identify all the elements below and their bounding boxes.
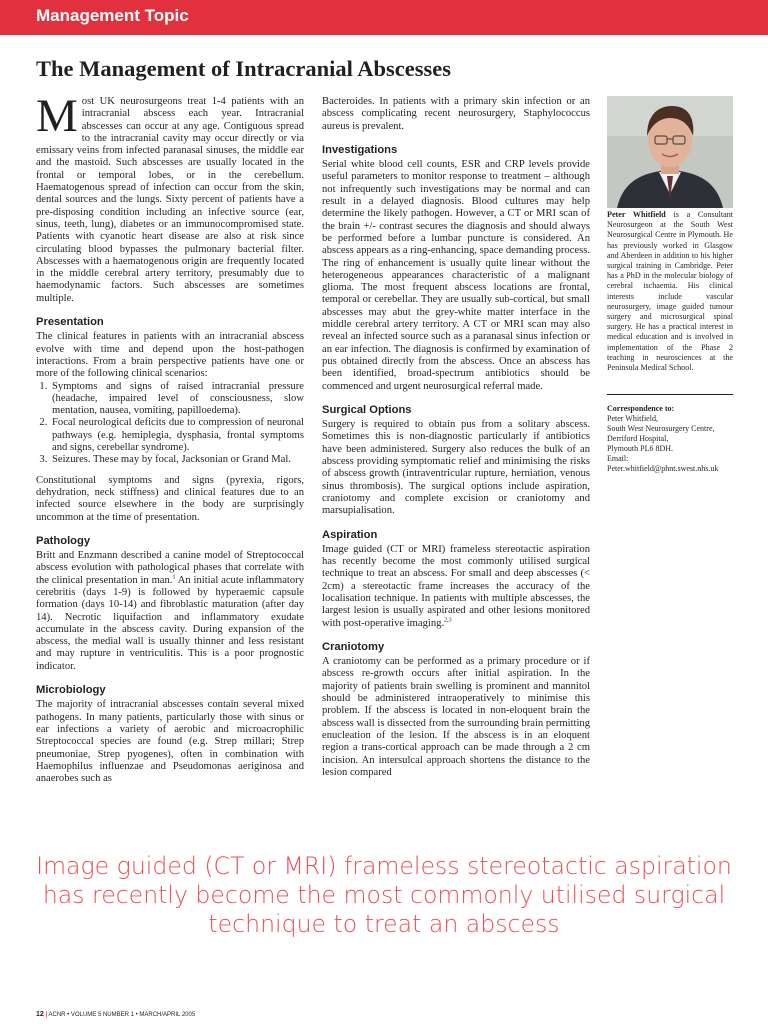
intro-text: ost UK neurosurgeons treat 1-4 patients with an intracranial abscess each year. Intracranial abscesses can occur at any age. Contiguous spread to the intracranial cavity may occur directly or via emissary veins from infected paranasal sinuses, the middle ear and the mastoid. Such abscesses are usually located in the frontal or temporal lobes, or in the cerebellum. Haematogenous spread of infection can occur from the skin, dental sources and the lungs. Sixty percent of patients have a pre-disposing condition including an infective source (ear, sinus, teeth, lung), diabetes or an immunocompromised state. Patients with cyanotic heart disease are also at risk since circulating blood bypasses the pulmonary bacterial filter. Abscesses with a haematogenous origin are frequently located in the middle cerebral artery territory, presumably due to haemodynamic factors. Such abscesses are sometimes multiple. [36,96,304,304]
correspondence-line: Peter Whitfield, [607,414,658,423]
article-title: The Management of Intracranial Abscesses [36,56,451,81]
aspiration-text-body: Image guided (CT or MRI) frameless stereotactic aspiration has recently become the most commonly utilised surgical technique to treat an abscess. For small and deep abscesses (< 2cm) a stereotactic frame increases the accuracy of the localisation technique. In patients with multiple abscesses, the largest lesion is usually aspirated and other lesions monitored with post-operative imaging. [322,543,590,629]
author-bio-text: is a Consultant Neurosurgeon at the South West Neurosurgical Centre in Plymouth. He has previously worked in Glasgow and Aberdeen in addition to his higher surgical training in Cambridge. Peter has a PhD in the molecular biology of cerebral ischaemia. His clinical interests include vascular neurosurgery, image guided tumour surgery and microsurgical spinal surgery. He has a practical interest in medical education and is involved in implementation of the Phase 2 teaching in neurosciences at the Peninsula Medical School. [607,210,733,373]
author-bio [607,210,733,373]
presentation-heading: Presentation [36,316,104,329]
microbiology-heading: Microbiology [36,684,106,697]
microbiology-continuation: Bacteroides. In patients with a primary skin infection or an abscess complicating recent neurosurgery, Staphylococcus aureus is prevalent. [322,96,590,132]
pull-quote-line: has recently become the most commonly utilised surgical [42,881,726,909]
column-middle [322,96,590,779]
pull-quote [0,852,768,939]
correspondence-line: Derriford Hospital, [607,434,669,443]
microbiology-text: The majority of intracranial abscesses contain several mixed pathogens. In many patients, particularly those with sinus or ear infections a variety of aerobic and microacrophilic Streptococcal species are found (e.g. Strep millari; Strep pneumoniae, Strep pyogenes), often in combination with Haemophilus influenzae and Pseudomonas aeriginosa and anaerobes such as [36,699,304,785]
list-item: 1. Symptoms and signs of raised intracranial pressure (headache, impaired level of consciousness, slow mentation, nausea, vomiting, papilloedema). [50,381,304,418]
author-photo [607,96,733,208]
presentation-outro: Constitutional symptoms and signs (pyrexia, rigors, dehydration, neck stiffness) and clinical features due to an infected source elsewhere in the body are surprisingly uncommon at the time of presentation. [36,474,304,523]
section-header-bar [0,0,768,35]
pathology-heading: Pathology [36,534,91,547]
list-item: 3. Seizures. These may by focal, Jacksonian or Grand Mal. [50,454,304,466]
email-link[interactable]: Peter.whitfield@phnt.swest.nhs.uk [607,464,719,473]
column-left [36,90,304,785]
pathology-text [36,550,304,673]
page-footer [36,1011,195,1018]
list-item: 2. Focal neurological deficits due to compression of neuronal pathways (e.g. hemiplegia, dysphasia, frontal symptoms and signs, cerebellar syndrome). [50,417,304,454]
sidebar-divider [607,394,733,395]
surgical-options-heading: Surgical Options [322,403,412,416]
craniotomy-heading: Craniotomy [322,640,385,653]
footer-separator: | [45,1012,48,1018]
correspondence-line: Email: [607,454,629,463]
intro-paragraph [36,90,304,305]
footer-citation: ACNR • VOLUME 5 NUMBER 1 • MARCH/APRIL 2005 [48,1012,196,1018]
correspondence-block [607,404,733,474]
pull-quote-line: Image guided (CT or MRI) frameless stereotactic aspiration [36,852,732,880]
section-label: Management Topic [36,6,189,25]
page-number: 12 [36,1011,44,1018]
investigations-heading: Investigations [322,143,398,156]
investigations-text: Serial white blood cell counts, ESR and CRP levels provide useful parameters to monitor response to treatment – although not infrequently such investigations may be normal and can result in a delayed diagnosis. Blood cultures may help determine the likely pathogen. However, a CT or MRI scan of the brain +/- contrast secures the diagnosis and should always be performed before a lumbar puncture is considered. An abscess appears as a ring-enhancing, space demanding process. The ring of enhancement is usually quite linear without the heterogeneous appearances characteristic of a malignant glioma. The most frequent abscess locations are frontal, temporal or cerebellar. They are usually sub-cortical, but small abscesses may abut the grey-white matter interface in the middle cerebral artery territory. A CT or MRI scan may also reveal an infected source such as a paranasal sinus infection or an ear infection. The diagnosis is confirmed by examination of pus obtained directly from the abscess. Once an abscess has been identified, broad-spectrum antibiotics should be commenced and urgent neurosurgical referral made. [322,159,590,392]
presentation-intro: The clinical features in patients with an intracranial abscess evolve with time and depend upon the host-pathogen interactions. From a brain perspective patients have one or more of the following clinical scenarios: [36,331,304,380]
author-name: Peter Whitfield [607,210,666,219]
reference-marker: 1 [172,574,176,581]
author-portrait-illustration [607,96,733,208]
drop-cap: M [36,90,78,142]
pathology-text-b: An initial acute inflammatory cerebritis (days 1-9) is followed by hyperaemic capsule formation (days 10-14) and fibroblastic maturation (after day 14). Necrotic liquifaction and inflammatory exudate accumulate in the abscess cavity. During expansion of the abscess, the medial wall is usually thinner and less resistant and may rupture in ventriculitis. This is a poor prognostic indicator. [36,574,304,672]
correspondence-line: Plymouth PL6 8DH. [607,444,674,453]
correspondence-line: South West Neurosurgery Centre, [607,424,715,433]
aspiration-heading: Aspiration [322,528,378,541]
aspiration-text [322,544,590,630]
pathology-text-a: Britt and Enzmann described a canine model of Streptococcal abscess evolution with pathological phases that correlate with the clinical presentation in man. [36,550,304,586]
scenario-list [36,381,304,467]
reference-marker: 2,3 [444,617,452,624]
surgical-options-text: Surgery is required to obtain pus from a solitary abscess. Sometimes this is non-diagnostic particularly if antibiotics have been administered. Surgery also reduces the bulk of an abscess providing symptomatic relief and minimising the risks of abscess growth (intraventricular rupture, herniation, venous sinus thrombosis). The surgical options include aspiration, craniotomy and complete excision or craniotomy and marsupialisation. [322,419,590,517]
correspondence-heading: Correspondence to: [607,404,675,413]
pull-quote-line: technique to treat an abscess [208,910,560,938]
craniotomy-text: A craniotomy can be performed as a primary procedure or if abscess re-growth occurs after initial aspiration. In the majority of patients brain swelling is prominent and mannitol should be administered intraoperatively to minimise this problem. If the abscess is located in non-eloquent brain the abscess wall is dissected from the surrounding brain permitting enucleation of the lesion. If the abscess is in an eloquent region a trans-cortical approach can be made through a 2 cm incision. An intersulcal approach shortens the distance to the lesion compared [322,656,590,778]
